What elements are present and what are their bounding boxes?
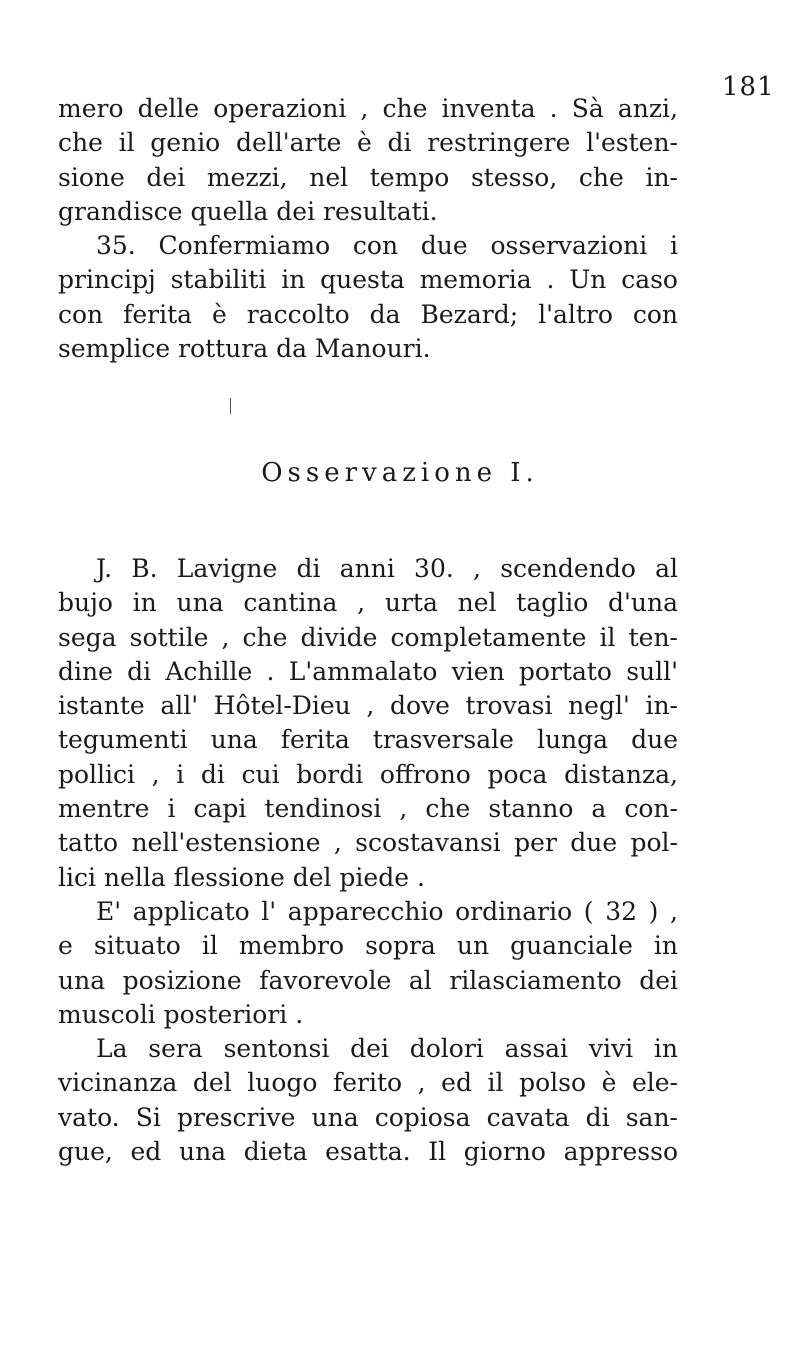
text-line: semplice rottura da Manouri. — [58, 334, 431, 364]
printing-mark — [230, 398, 231, 414]
text-line: una posizione favorevole al rilasciamento dei — [58, 965, 678, 995]
text-line: muscoli posteriori . — [58, 999, 304, 1029]
text-line: e situato il membro sopra un guanciale in — [58, 931, 678, 961]
observation-body — [58, 552, 678, 1169]
text-line: E' applicato l' apparecchio ordinario ( 32 ) , — [96, 896, 678, 926]
text-line: istante all' Hôtel-Dieu , dove trovasi negl' in- — [58, 691, 678, 721]
text-line: sione dei mezzi, nel tempo stesso, che in- — [58, 162, 678, 192]
text-line: mero delle operazioni , che inventa . Sà anzi, — [58, 94, 678, 123]
text-line: bujo in una cantina , urta nel taglio d'una — [58, 588, 678, 618]
text-line: La sera sentonsi dei dolori assai vivi in — [96, 1034, 678, 1064]
text-line: vicinanza del luogo ferito , ed il polso è ele- — [58, 1068, 678, 1098]
section-heading: Osservazione I. — [261, 458, 539, 488]
text-line: dine di Achille . L'ammalato vien portato sull' — [58, 656, 678, 686]
text-line: sega sottile , che divide completamente il ten- — [58, 622, 678, 652]
text-line: tegumenti una ferita trasversale lunga due — [58, 725, 678, 755]
text-line: vato. Si prescrive una copiosa cavata di san- — [58, 1102, 678, 1132]
text-line: 35. Confermiamo con due osservazioni i — [96, 231, 678, 261]
page-number: 181 — [722, 72, 775, 102]
text-line: gue, ed una dieta esatta. Il giorno appresso — [58, 1137, 678, 1167]
text-line: pollici , i di cui bordi offrono poca distanza, — [58, 759, 678, 789]
text-line: che il genio dell'arte è di restringere l'esten- — [58, 128, 678, 158]
intro-paragraphs — [58, 92, 678, 366]
text-line: tatto nell'estensione , scostavansi per due pol- — [58, 828, 678, 858]
text-line: principj stabiliti in questa memoria . Un caso — [58, 265, 678, 295]
text-line: J. B. Lavigne di anni 30. , scendendo al — [96, 554, 678, 583]
text-line: con ferita è raccolto da Bezard; l'altro con — [58, 299, 678, 329]
text-line: mentre i capi tendinosi , che stanno a con- — [58, 794, 678, 824]
text-line: lici nella flessione del piede . — [58, 862, 425, 892]
text-line: grandisce quella dei resultati. — [58, 196, 438, 226]
